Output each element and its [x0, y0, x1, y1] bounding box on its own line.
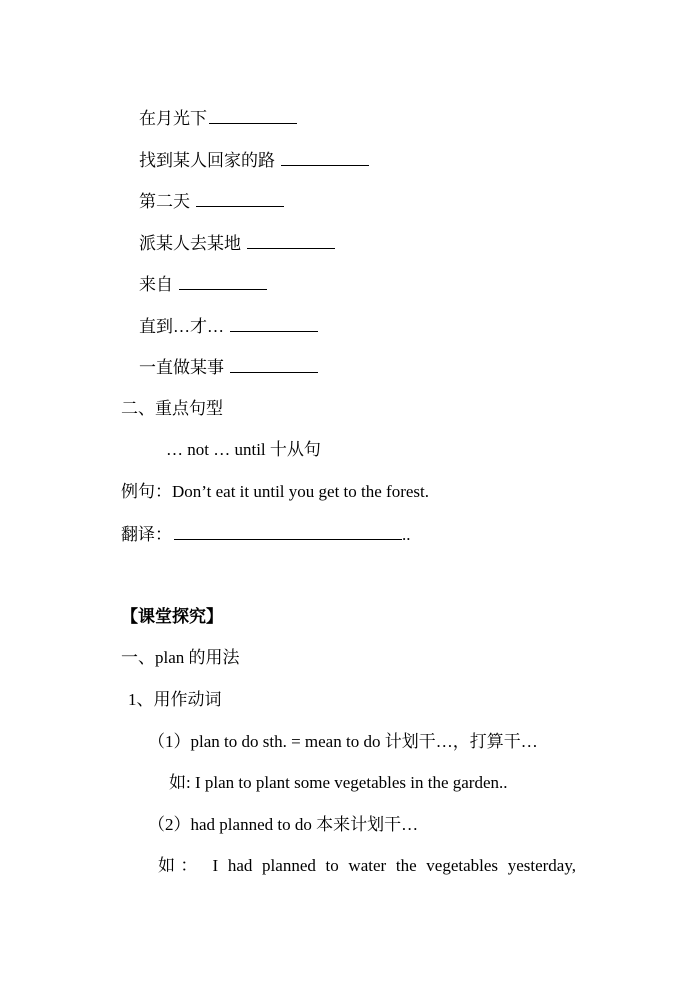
usage-example: 如: I plan to plant some vegetables in the garden..: [169, 773, 508, 792]
usage-item: （1）plan to do sth. = mean to do 计划干…，打算干…: [148, 732, 538, 751]
usage-item: （2）had planned to do 本来计划干…: [148, 815, 419, 834]
phrase-line: [139, 232, 335, 255]
answer-blank[interactable]: [281, 149, 369, 166]
phrase-text: 一直做某事: [139, 358, 224, 377]
translation-label: 翻译：: [121, 525, 172, 544]
phrase-text: 在月光下: [139, 109, 207, 128]
translation-blank[interactable]: [174, 523, 402, 540]
phrase-line: [139, 273, 267, 296]
subsection-heading: 一、plan 的用法: [121, 648, 240, 667]
translation-line: [121, 523, 411, 546]
example-label: 例句：: [121, 482, 172, 501]
translation-tail: ..: [402, 525, 411, 544]
explore-heading: 【课堂探究】: [121, 607, 223, 626]
phrase-line: [139, 356, 318, 379]
phrase-text: 来自: [139, 275, 173, 294]
phrase-text: 直到…才…: [139, 317, 224, 336]
answer-blank[interactable]: [247, 232, 335, 249]
example-text: Don’t eat it until you get to the forest.: [172, 482, 430, 501]
phrase-line: [139, 315, 318, 338]
sentence-pattern: … not … until 十从句: [166, 440, 321, 459]
answer-blank[interactable]: [230, 315, 318, 332]
phrase-line: [139, 149, 369, 172]
phrase-text: 派某人去某地: [139, 234, 241, 253]
phrase-text: 找到某人回家的路: [139, 151, 275, 170]
answer-blank[interactable]: [196, 190, 284, 207]
answer-blank[interactable]: [230, 356, 318, 373]
usage-example: 如： I had planned to water the vegetables yesterday,: [158, 856, 576, 875]
usage-heading: 1、用作动词: [128, 690, 222, 709]
phrase-line: [139, 190, 284, 213]
section-heading: 二、重点句型: [121, 399, 223, 418]
phrase-text: 第二天: [139, 192, 190, 211]
answer-blank[interactable]: [179, 273, 267, 290]
example-line: [121, 481, 429, 503]
phrase-line: [139, 107, 297, 130]
answer-blank[interactable]: [209, 107, 297, 124]
